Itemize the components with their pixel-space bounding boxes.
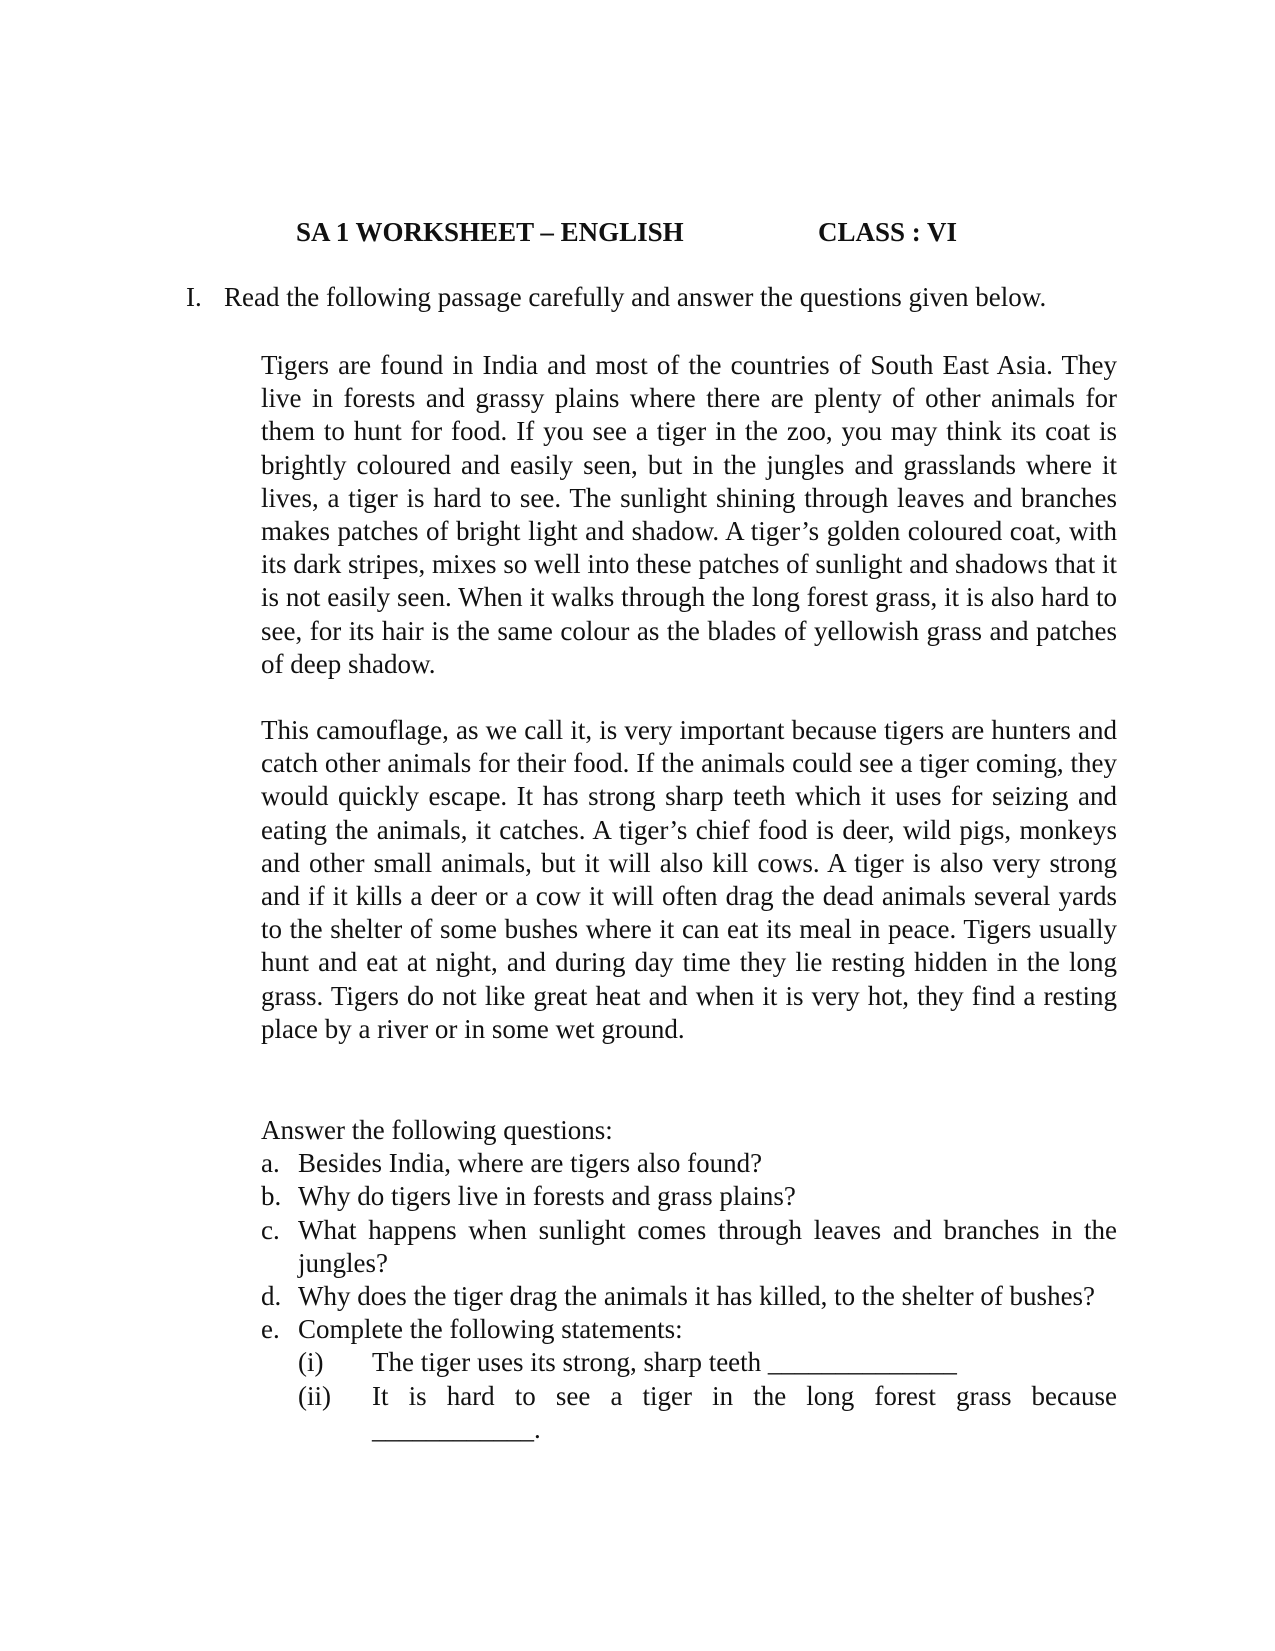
sub-statement-text: It is hard to see a tiger in the long forest grass because	[372, 1380, 1117, 1411]
sub-statement	[298, 1346, 1117, 1379]
instruction-text: Read the following passage carefully and answer the questions given below.	[224, 282, 1047, 312]
sub-statement	[298, 1380, 1117, 1446]
worksheet-header	[296, 214, 958, 250]
question-item	[261, 1180, 1117, 1213]
sub-statement-number: (i)	[298, 1347, 324, 1378]
sub-statement-number: (ii)	[298, 1380, 331, 1411]
question-letter: c.	[261, 1214, 280, 1245]
question-text: Besides India, where are tigers also found?	[298, 1148, 763, 1179]
questions-block	[261, 1114, 1117, 1446]
section-instruction	[186, 281, 1046, 314]
sub-statement-text: The tiger uses its strong, sharp teeth ______________	[372, 1347, 957, 1378]
class-label: CLASS : VI	[818, 217, 958, 247]
passage-paragraph-1: Tigers are found in India and most of the countries of South East Asia. They live in forests and grassy plains where there are plenty of other animals for them to hunt for food. If you see a tiger in the zoo, you may think its coat is brightly coloured and easily seen, but in the jungles and grasslands where it lives, a tiger is hard to see. The sunlight shining through leaves and branches makes patches of bright light and shadow. A tiger’s golden coloured coat, with its dark stripes, mixes so well into these patches of sunlight and shadows that it is not easily seen. When it walks through the long forest grass, it is also hard to see, for its hair is the same colour as the blades of yellowish grass and patches of deep shadow.	[261, 350, 1117, 679]
question-item	[261, 1313, 1117, 1446]
question-letter: a.	[261, 1148, 280, 1179]
question-letter: b.	[261, 1181, 282, 1212]
question-text: Why does the tiger drag the animals it has killed, to the shelter of bushes?	[298, 1281, 1096, 1312]
passage-paragraph-2: This camouflage, as we call it, is very important because tigers are hunters and catch other animals for their food. If the animals could see a tiger coming, they would quickly escape. It has strong sharp teeth which it uses for seizing and eating the animals, it catches. A tiger’s chief food is deer, wild pigs, monkeys and other small animals, but it will also kill cows. A tiger is also very strong and if it kills a deer or a cow it will often drag the dead animals several yards to the shelter of some bushes where it can eat its meal in peace. Tigers usually hunt and eat at night, and during day time they lie resting hidden in the long grass. Tigers do not like great heat and when it is very hot, they find a resting place by a river or in some wet ground.	[261, 715, 1117, 1044]
worksheet-title: SA 1 WORKSHEET – ENGLISH	[296, 217, 684, 247]
question-text: What happens when sunlight comes through leaves and branches in the jungles?	[298, 1214, 1117, 1278]
question-letter: e.	[261, 1314, 280, 1345]
question-item	[261, 1214, 1117, 1280]
question-text: Why do tigers live in forests and grass plains?	[298, 1181, 796, 1212]
questions-heading: Answer the following questions:	[261, 1115, 613, 1145]
question-body	[298, 1313, 1117, 1446]
section-number: I.	[186, 282, 202, 312]
sub-statement-body	[372, 1380, 1117, 1446]
answer-blank: ____________.	[372, 1413, 541, 1444]
question-item	[261, 1280, 1117, 1313]
question-item	[261, 1147, 1117, 1180]
question-text: Complete the following statements:	[298, 1314, 683, 1345]
question-letter: d.	[261, 1281, 282, 1312]
